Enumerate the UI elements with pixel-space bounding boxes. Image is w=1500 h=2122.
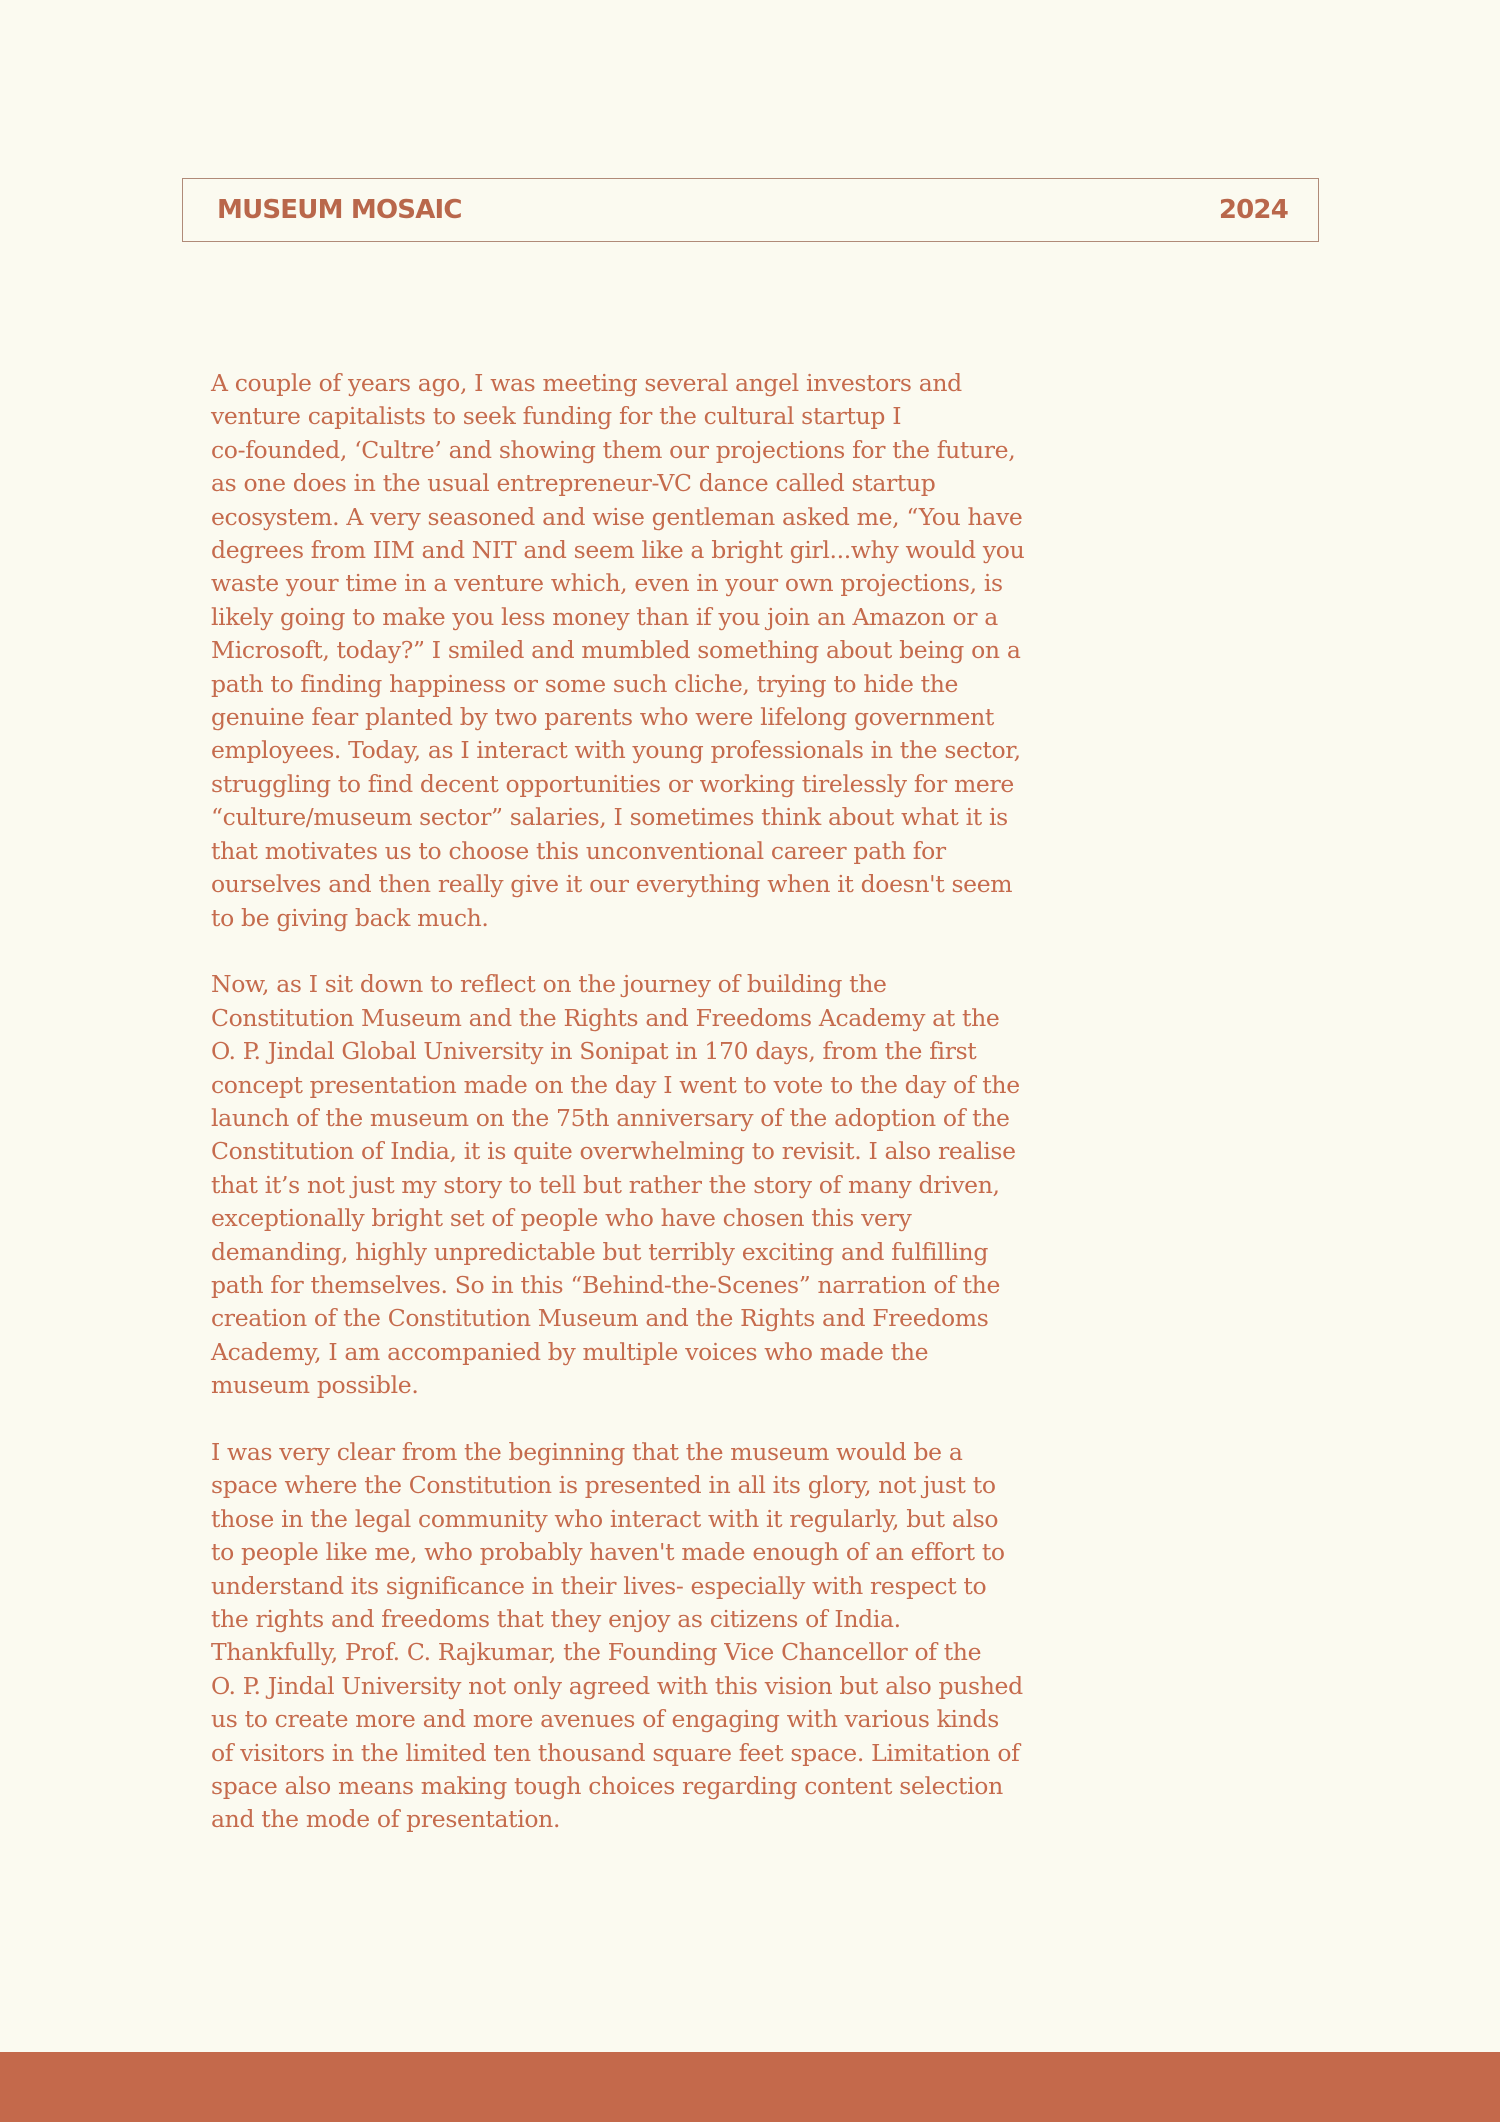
footer-bar <box>0 2052 1500 2122</box>
article-paragraph: A couple of years ago, I was meeting several angel investors and venture capitalists to seek funding for the cultural startup I co-founded, ‘Cultre’ and showing them our projections for the future, as one does in the usual entrepreneur-VC dance called startup ecosystem. A very seasoned and wise gentleman asked me, “You have degrees from IIM and NIT and seem like a bright girl...why would you waste your time in a venture which, even in your own projections, is likely going to make you less money than if you join an Amazon or a Microsoft, today?” I smiled and mumbled something about being on a path to finding happiness or some such cliche, trying to hide the genuine fear planted by two parents who were lifelong government employees. Today, as I interact with young professionals in the sector, struggling to find decent opportunities or working tirelessly for mere “culture/museum sector” salaries, I sometimes think about what it is that motivates us to choose this unconventional career path for ourselves and then really give it our everything when it doesn't seem to be giving back much. <box>211 369 1025 932</box>
publication-year: 2024 <box>1218 195 1288 225</box>
article-paragraph: Now, as I sit down to reflect on the journey of building the Constitution Museum and the Rights and Freedoms Academy at the O. P. Jindal Global University in Sonipat in 170 days, from the first concept presentation made on the day I went to vote to the day of the launch of the museum on the 75th anniversary of the adoption of the Constitution of India, it is quite overwhelming to revisit. I also realise that it’s not just my story to tell but rather the story of many driven, exceptionally bright set of people who have chosen this very demanding, highly unpredictable but terribly exciting and fulfilling path for themselves. So in this “Behind-the-Scenes” narration of the creation of the Constitution Museum and the Rights and Freedoms Academy, I am accompanied by multiple voices who made the museum possible. <box>211 970 1020 1400</box>
article-paragraph: I was very clear from the beginning that the museum would be a space where the Constitution is presented in all its glory, not just to those in the legal community who interact with it regularly, but also to people like me, who probably haven't made enough of an effort to understand its significance in their lives- especially with respect to the rights and freedoms that they enjoy as citizens of India. Thankfully, Prof. C. Rajkumar, the Founding Vice Chancellor of the O. P. Jindal University not only agreed with this vision but also pushed us to create more and more avenues of engaging with various kinds of visitors in the limited ten thousand square feet space. Limitation of space also means making tough choices regarding content selection and the mode of presentation. <box>211 1437 1023 1834</box>
header-banner <box>182 178 1319 242</box>
article-body <box>211 367 1111 1870</box>
publication-title: MUSEUM MOSAIC <box>217 195 462 225</box>
